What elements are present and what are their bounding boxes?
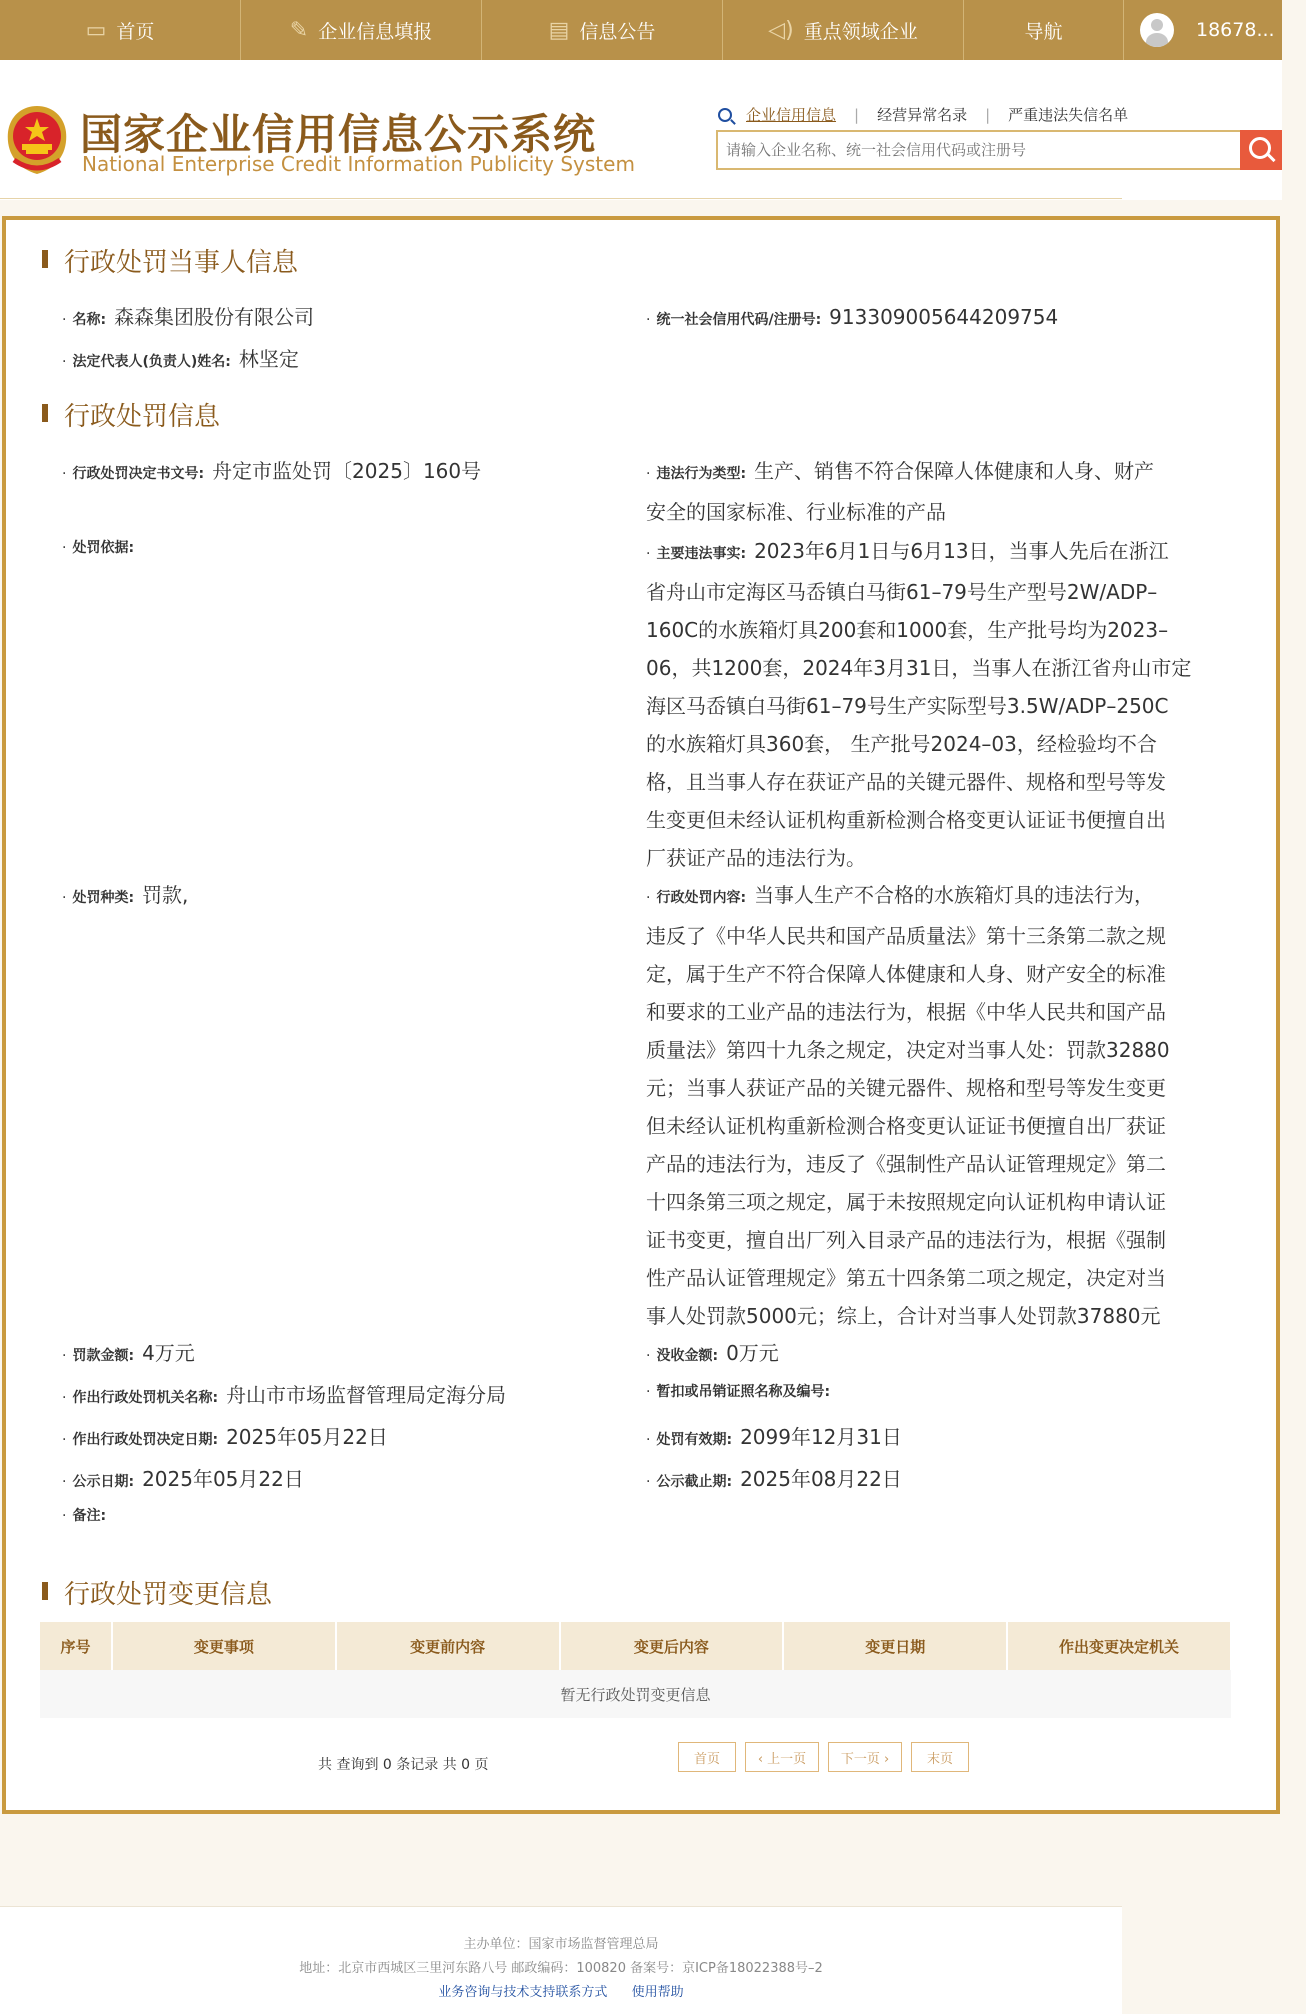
field-name [62,298,314,339]
field-facts-label: · 主要违法事实: [646,546,746,562]
field-penalty-content-label: · 行政处罚内容: [646,890,746,906]
search-input[interactable] [718,132,1238,168]
field-facts-line: 格，且当事人存在获证产品的关键元器件、规格和型号等发 [646,770,1166,794]
field-name-label: · 名称: [62,312,106,328]
tab-abnormal-list[interactable]: 经营异常名录 [877,106,968,124]
field-confiscation-label: · 没收金额: [646,1348,718,1364]
col-after: 变更后内容 [560,1622,784,1670]
field-fine-value: 4万元 [142,1341,195,1365]
tab-dishonest-list[interactable]: 严重违法失信名单 [1008,106,1129,124]
field-basis-label: · 处罚依据: [62,540,134,556]
field-facts-line: 160C的水族箱灯具200套和1000套，生产批号均为2023– [646,618,1169,642]
section-party-title-text: 行政处罚当事人信息 [64,248,299,278]
search-icon [718,108,732,122]
field-remark-label: · 备注: [62,1508,106,1524]
field-facts-line: 06，共1200套，2024年3月31日，当事人在浙江省舟山市定 [646,656,1192,680]
col-authority: 作出变更决定机关 [1007,1622,1231,1670]
field-doc-no [62,452,481,493]
field-validity-value: 2099年12月31日 [740,1425,902,1449]
search-tabs [718,104,1128,125]
field-validity-label: · 处罚有效期: [646,1432,732,1448]
nav-home[interactable] [0,0,241,60]
field-credit-code-label: · 统一社会信用代码/注册号: [646,312,821,328]
field-license-label: · 暂扣或吊销证照名称及编号: [646,1384,830,1400]
field-violation-type-line: 安全的国家标准、行业标准的产品 [646,500,946,524]
field-violation-type [646,452,1226,531]
tab-separator: | [854,105,860,124]
avatar[interactable] [1140,13,1174,47]
field-validity [646,1418,902,1459]
section-penalty-title-text: 行政处罚信息 [64,402,221,432]
field-penalty-kind-label: · 处罚种类: [62,890,134,906]
header-divider [0,198,1122,199]
field-confiscation [646,1334,779,1375]
field-facts-line: 2023年6月1日与6月13日，当事人先后在浙江 [754,539,1169,563]
field-penalty-content-line: 元；当事人获证产品的关键元器件、规格和型号等发生变更 [646,1076,1166,1100]
nav-report[interactable] [241,0,482,60]
field-credit-code-value: 913309005644209754 [829,305,1059,329]
section-changes-title-text: 行政处罚变更信息 [64,1580,273,1610]
field-authority [62,1376,506,1417]
user-menu[interactable] [1124,0,1282,60]
col-item: 变更事项 [112,1622,336,1670]
field-facts-line: 的水族箱灯具360套， 生产批号2024–03，经检验均不合 [646,732,1157,756]
nav-guide[interactable] [964,0,1124,60]
field-penalty-content-line: 当事人生产不合格的水族箱灯具的违法行为， [754,883,1155,907]
field-violation-type-label: · 违法行为类型: [646,466,746,482]
field-name-value: 森森集团股份有限公司 [114,305,315,329]
field-legal-rep-value: 林坚定 [238,347,299,371]
field-legal-rep [62,340,299,381]
pager-first-button[interactable]: 首页 [678,1742,736,1772]
footer-sponsor: 主办单位：国家市场监督管理总局 [463,1937,659,1952]
document-icon: ▤ [548,17,570,43]
field-penalty-content-line: 定，属于生产不符合保障人体健康和人身、财产安全的标准 [646,962,1166,986]
field-doc-no-label: · 行政处罚决定书文号: [62,466,204,482]
field-publish-end-value: 2025年08月22日 [740,1467,902,1491]
nav-home-label: 首页 [116,20,155,43]
pager [678,1742,978,1772]
changes-table [40,1622,1232,1718]
footer-link-help[interactable]: 使用帮助 [631,1985,684,2000]
section-changes-title [42,1574,272,1611]
user-name: 18678... [1196,19,1275,41]
monitor-icon: ▭ [85,17,107,43]
field-penalty-content-line: 事人处罚款5000元；综上，合计对当事人处罚款37880元 [646,1304,1161,1328]
field-facts-line: 省舟山市定海区马岙镇白马街61–79号生产型号2W/ADP– [646,580,1158,604]
nav-key-enterprise-label: 重点领域企业 [803,20,918,43]
edit-icon: ✎ [289,17,309,43]
site-footer [0,1906,1122,2014]
field-penalty-content-line: 质量法》第四十九条之规定，决定对当事人处：罚款32880 [646,1038,1170,1062]
field-authority-value: 舟山市市场监督管理局定海分局 [226,1383,507,1407]
nav-notice[interactable] [482,0,723,60]
field-facts [646,532,1226,877]
footer-links [0,1981,1122,2000]
field-decision-date [62,1418,388,1459]
field-violation-type-line: 生产、销售不符合保障人体健康和人身、财产 [754,459,1155,483]
field-confiscation-value: 0万元 [726,1341,779,1365]
nav-guide-label: 导航 [1024,20,1063,43]
detail-card [2,216,1280,1814]
field-publish-date-value: 2025年05月22日 [142,1467,304,1491]
field-penalty-kind [62,876,188,917]
field-publish-date-label: · 公示日期: [62,1474,134,1490]
field-penalty-content-line: 违反了《中华人民共和国产品质量法》第十三条第二款之规 [646,924,1166,948]
field-legal-rep-label: · 法定代表人(负责人)姓名: [62,354,231,370]
field-publish-end [646,1460,902,1501]
table-header-row [40,1622,1231,1670]
nav-key-enterprise[interactable] [723,0,964,60]
field-license [646,1370,830,1411]
field-penalty-content-line: 性产品认证管理规定》第五十四条第二项之规定，决定对当 [646,1266,1166,1290]
field-authority-label: · 作出行政处罚机关名称: [62,1390,218,1406]
col-before: 变更前内容 [336,1622,560,1670]
field-penalty-content [646,876,1226,1335]
section-penalty-title [42,396,220,433]
field-decision-date-value: 2025年05月22日 [226,1425,388,1449]
field-facts-line: 海区马岙镇白马街61–79号生产实际型号3.5W/ADP–250C [646,694,1169,718]
nav-report-label: 企业信息填报 [318,20,433,43]
section-party-title [42,242,298,279]
field-penalty-content-line: 十四条第三项之规定，属于未按照规定向认证机构申请认证 [646,1190,1166,1214]
field-fine [62,1334,195,1375]
field-credit-code [646,298,1058,339]
top-nav [0,0,1282,60]
empty-message: 暂无行政处罚变更信息 [40,1670,1231,1718]
field-doc-no-value: 舟定市监处罚〔2025〕160号 [212,459,482,483]
field-penalty-kind-value: 罚款, [142,883,189,907]
pager-next-button[interactable]: 下一页 › [828,1742,902,1772]
col-index: 序号 [40,1622,112,1670]
field-basis [62,526,134,567]
site-title: 国家企业信用信息公示系统 [80,110,597,159]
field-remark [62,1494,106,1535]
speaker-icon: ◁) [768,17,794,43]
field-penalty-content-line: 产品的违法行为，违反了《强制性产品认证管理规定》第二 [646,1152,1166,1176]
nav-notice-label: 信息公告 [579,20,656,43]
field-publish-end-label: · 公示截止期: [646,1474,732,1490]
field-facts-line: 厂获证产品的违法行为。 [646,846,866,870]
national-emblem-icon [4,102,70,176]
tab-credit-info[interactable]: 企业信用信息 [746,106,837,124]
footer-link-support[interactable]: 业务咨询与技术支持联系方式 [438,1985,608,2000]
col-date: 变更日期 [783,1622,1007,1670]
tab-separator: | [985,105,991,124]
site-subtitle: National Enterprise Credit Information Publicity System [82,152,635,176]
field-decision-date-label: · 作出行政处罚决定日期: [62,1432,218,1448]
field-penalty-content-line: 和要求的工业产品的违法行为，根据《中华人民共和国产品 [646,1000,1166,1024]
field-penalty-content-line: 证书变更，擅自出厂列入目录产品的违法行为，根据《强制 [646,1228,1166,1252]
field-facts-line: 生变更但未经认证机构重新检测合格变更认证证书便擅自出 [646,808,1166,832]
pager-prev-button[interactable]: ‹ 上一页 [745,1742,819,1772]
pager-info: 共 查询到 0 条记录 共 0 页 [318,1757,489,1773]
pager-last-button[interactable]: 末页 [911,1742,969,1772]
search-button[interactable] [1240,130,1282,170]
site-header [0,60,1282,200]
field-fine-label: · 罚款金额: [62,1348,134,1364]
table-row [40,1670,1231,1718]
field-penalty-content-line: 但未经认证机构重新检测合格变更认证证书便擅自出厂获证 [646,1114,1166,1138]
footer-address: 地址：北京市西城区三里河东路八号 邮政编码：100820 备案号：京ICP备18022388号–2 [299,1961,823,1976]
search-box [716,130,1282,170]
